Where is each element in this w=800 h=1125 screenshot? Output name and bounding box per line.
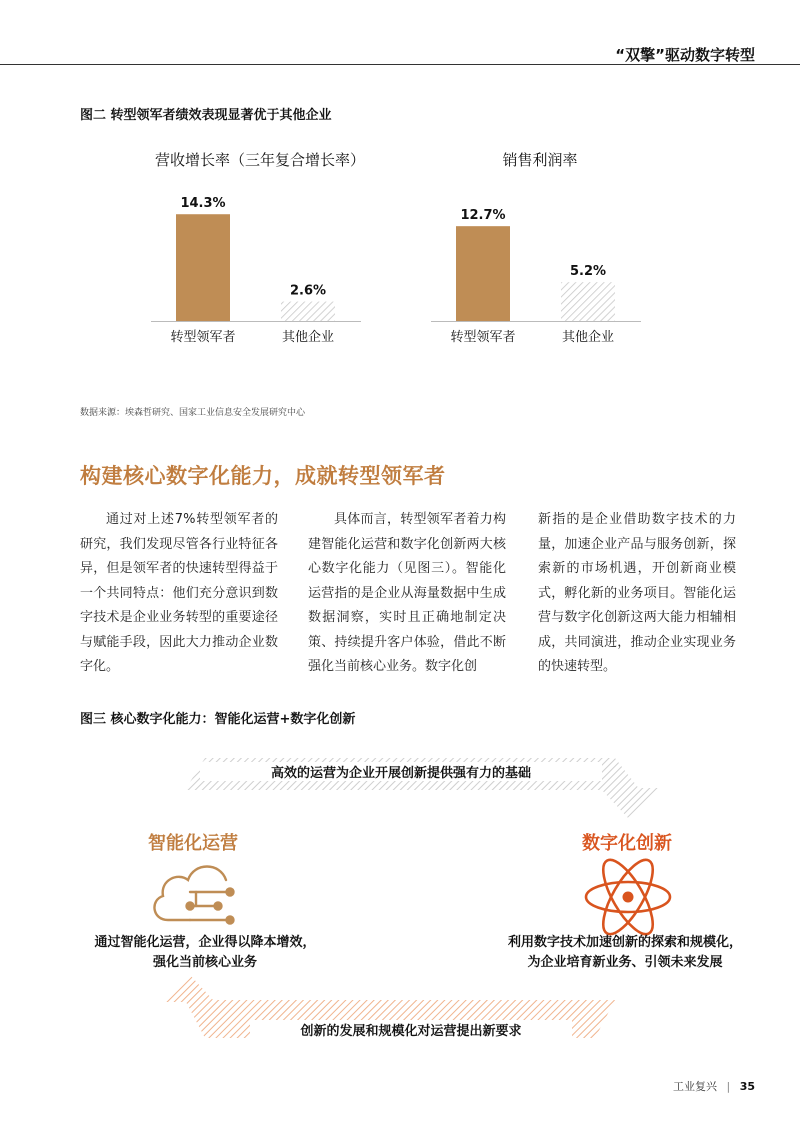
chart-title: 营收增长率（三年复合增长率） <box>154 151 365 169</box>
capability-title-innovation: 数字化创新 <box>582 833 672 854</box>
top-flow-label: 高效的运营为企业开展创新提供强有力的基础 <box>200 762 602 781</box>
bar-转型领军者 <box>176 214 230 321</box>
bar-value-label: 12.7% <box>460 208 506 224</box>
figure3-caption: 图三 核心数字化能力：智能化运营+数字化创新 <box>80 712 356 727</box>
figure2-caption: 图二 转型领军者绩效表现显著优于其他企业 <box>80 108 332 123</box>
capability-title-operations: 智能化运营 <box>148 833 238 854</box>
paragraph: 具体而言，转型领军者着力构建智能化运营和数字化创新两大核心数字化能力（见图三）。智能化运营指的是企业从海量数据中生成数据洞察，实时且正确地制定决策、持续提升客户体验，借此不断强化当前核心业务。数字化创 <box>308 512 506 674</box>
bar-其他企业 <box>561 282 615 321</box>
bar-其他企业 <box>281 302 335 321</box>
page-footer <box>673 1078 755 1094</box>
category-label: 其他企业 <box>281 330 335 345</box>
category-label: 其他企业 <box>561 330 615 345</box>
bar-value-label: 2.6% <box>289 283 327 299</box>
desc-line: 利用数字技术加速创新的探索和规模化， <box>507 935 742 950</box>
chart-revenue-growth <box>145 145 375 390</box>
desc-line: 通过智能化运营，企业得以降本增效， <box>94 935 316 950</box>
cloud-circuit-icon <box>154 867 233 924</box>
paragraph: 新指的是企业借助数字技术的力量，加速企业产品与服务创新，探索新的市场机遇，开创新商业模式，孵化新的业务项目。智能化运营与数字化创新这两大能力相辅相成，共同演进，推动企业实现业务的快速转型。 <box>538 512 736 674</box>
text-column-3 <box>538 508 736 680</box>
text-column-2 <box>308 508 506 680</box>
bottom-flow-label: 创新的发展和规模化对运营提出新要求 <box>250 1020 572 1039</box>
page-number: 35 <box>739 1080 755 1093</box>
bar-value-label: 5.2% <box>569 264 607 280</box>
category-label: 转型领军者 <box>170 330 236 345</box>
desc-line: 强化当前核心业务 <box>152 955 257 970</box>
text-column-1 <box>80 508 278 680</box>
capability-desc-innovation <box>470 933 780 973</box>
desc-line: 为企业培育新业务、引领未来发展 <box>527 955 723 970</box>
section-title: 构建核心数字化能力，成就转型领军者 <box>80 464 446 488</box>
chart-title: 销售利润率 <box>502 151 578 169</box>
chart-plot <box>425 185 655 355</box>
footer-label: 工业复兴 <box>672 1080 717 1093</box>
bar-value-label: 14.3% <box>180 196 226 212</box>
data-source-note: 数据来源：埃森哲研究、国家工业信息安全发展研究中心 <box>80 408 306 418</box>
running-header: “双擎”驱动数字转型 <box>615 46 755 64</box>
atom-icon <box>586 853 670 941</box>
bar-转型领军者 <box>456 226 510 321</box>
chart-profit-margin <box>425 145 655 390</box>
category-label: 转型领军者 <box>450 330 516 345</box>
header-rule <box>0 64 800 65</box>
capability-diagram <box>0 730 800 1060</box>
paragraph: 通过对上述7%转型领军者的研究，我们发现尽管各行业特征各异，但是领军者的快速转型得益于一个共同特点：他们充分意识到数字技术是企业业务转型的重要途径与赋能手段，因此大力推动企业数字化。 <box>80 512 278 674</box>
chart-plot <box>145 185 375 355</box>
capability-desc-operations <box>40 933 370 973</box>
footer-divider: | <box>726 1080 731 1093</box>
